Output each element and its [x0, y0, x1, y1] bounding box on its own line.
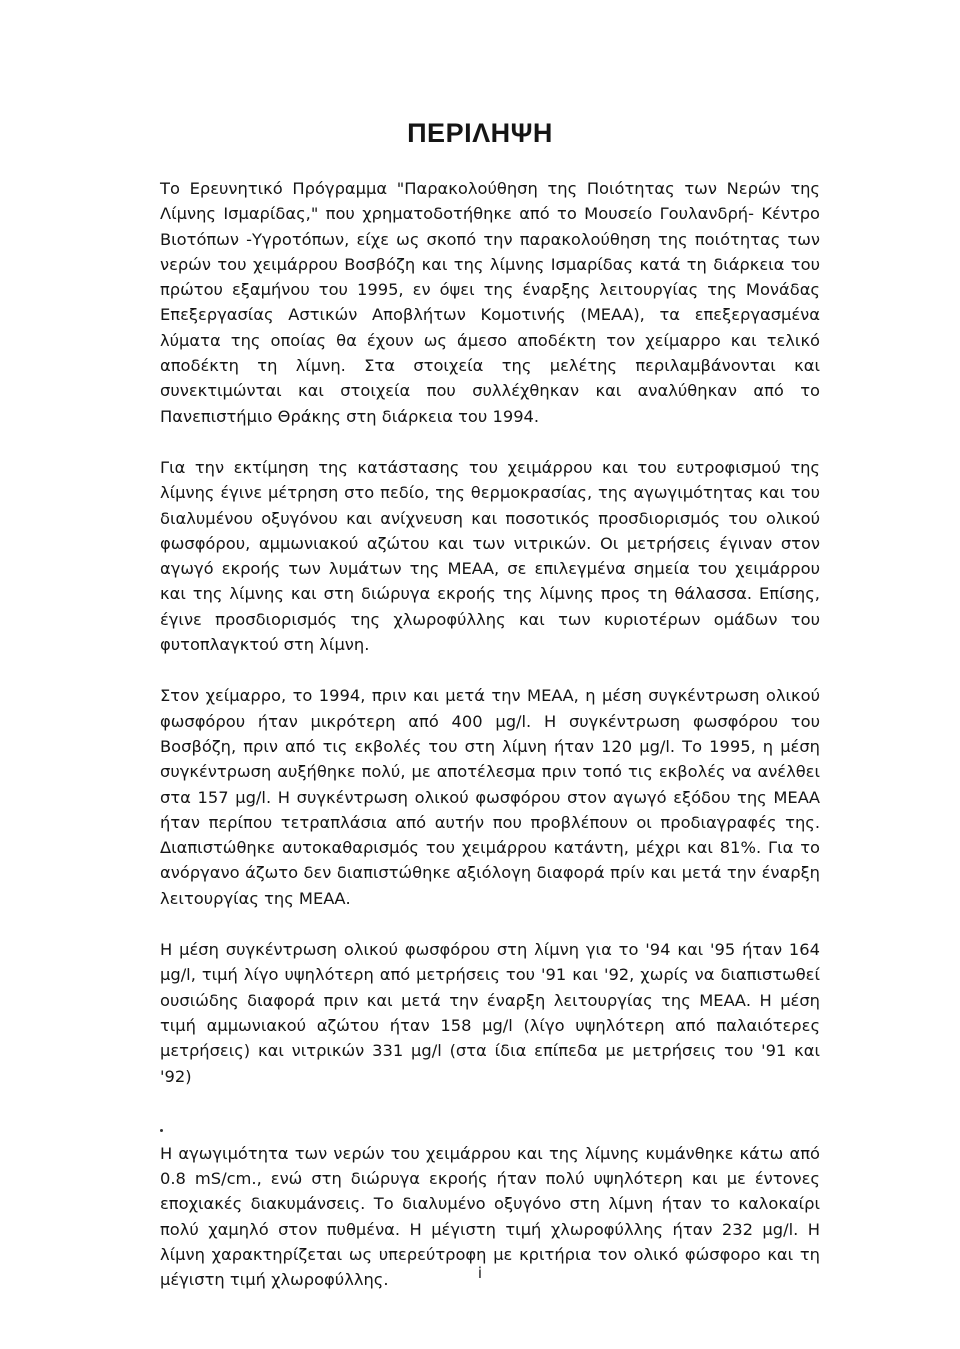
summary-body [160, 176, 820, 1319]
page-number: i [477, 1264, 483, 1282]
stray-mark [160, 1115, 820, 1141]
paragraph-stream-phosphorus: Στον χείμαρρο, το 1994, πριν και μετά την ΜΕΑΑ, η μέση συγκέντρωση ολικού φωσφόρου ήταν μικρότερη από 400 μg/l. Η συγκέντρωση φωσφόρου του Βοσβόζη, πριν από τις εκβολές του στη λίμνη ήταν 120 μg/l. Το 1995, η μέση συγκέντρωση αυξήθηκε πολύ, με αποτέλεσμα πριν τοπό τις εκβολές να ανέλθει στα 157 μg/l. Η συγκέντρωση ολικού φωσφόρου στον αγωγό εξόδου της ΜΕΑΑ ήταν περίπου τετραπλάσια από αυτήν που προβλέπουν οι προδιαγραφές της. Διαπιστώθηκε αυτοκαθαρισμός του χειμάρρου κατάντη, μέχρι και 81%. Για το ανόργανο άζωτο δεν διαπιστώθηκε αξιόλογη διαφορά πρίν και μετά την έναρξη λειτουργίας της ΜΕΑΑ. [160, 686, 820, 908]
paragraph-lake-nutrients: Η μέση συγκέντρωση ολικού φωσφόρου στη λίμνη για το '94 και '95 ήταν 164 μg/l, τιμή λίγο υψηλότερη από μετρήσεις του '91 και '92, χωρίς να διαπιστωθεί ουσιώδης διαφορά πριν και μετά την έναρξη λειτουργίας της ΜΕΑΑ. Η μέση τιμή αμμωνιακού αζώτου ήταν 158 μg/l (λίγο υψηλότερη από παλαιότερες μετρήσεις) και νιτρικών 331 μg/l (στα ίδια επίπεδα με μετρήσεις του '91 και '92) [160, 940, 820, 1086]
paragraph-methodology: Για την εκτίμηση της κατάστασης του χειμάρρου και του ευτροφισμού της λίμνης έγινε μέτρηση στο πεδίο, της θερμοκρασίας, της αγωγιμότητας και του διαλυμένου οξυγόνου και ανίχνευση και ποσοτικός προσδιορισμός του ολικού φωσφόρου, αμμωνιακού αζώτου και των νιτρικών. Οι μετρήσεις έγιναν στον αγωγό εκροής των λυμάτων της ΜΕΑΑ, σε επιλεγμένα σημεία του χειμάρρου και της λίμνης και στη διώρυγα εκροής της λίμνης προς τη θάλασσα. Επίσης, έγινε προσδιορισμός της χλωροφύλλης και των κυριοτέρων ομάδων του φυτοπλαγκτού στη λίμνη. [160, 457, 820, 655]
page-title: ΠΕΡΙΛΗΨΗ [407, 118, 553, 148]
paragraph-program-overview: Το Ερευνητικό Πρόγραμμα "Παρακολούθηση της Ποιότητας των Νερών της Λίμνης Ισμαρίδας," που χρηματοδοτήθηκε από το Μουσείο Γουλανδρή- Κέντρο Βιοτόπων -Υγροτόπων, είχε ως σκοπό την παρακολούθηση της ποιότητας των νερών του χειμάρρου Βοσβόζη και της λίμνης Ισμαρίδας κατά τη διάρκεια του πρώτου εξαμήνου του 1995, εν όψει της έναρξης λειτουργίας της Μονάδας Επεξεργασίας Αστικών Αποβλήτων Κομοτινής (ΜΕΑΑ), τα επεξεργασμένα λύματα της οποίας θα έχουν ως άμεσο αποδέκτη τον χείμαρρο και τελικό αποδέκτη τη λίμνη. Στα στοιχεία της μελέτης περιλαμβάνονται και συνεκτιμώνται και στοιχεία που συλλέχθηκαν και αναλύθηκαν από το Πανεπιστήμιο Θράκης στη διάρκεια του 1994. [160, 179, 820, 426]
paragraph-conductivity-chlorophyll: Η αγωγιμότητα των νερών του χειμάρρου και της λίμνης κυμάνθηκε κάτω από 0.8 mS/cm., ενώ στη διώρυγα εκροής ήταν πολύ υψηλότερη και με έντονες εποχιακές διακυμάνσεις. Το διαλυμένο οξυγόνο στη λίμνη ήταν το καλοκαίρι πολύ χαμηλό στον πυθμένα. Η μέγιστη τιμή χλωροφύλλης ήταν 232 μg/l. Η λίμνη χαρακτηρίζεται ως υπερεύτροφη με κριτήρια τον ολικό φώσφορο και τη μέγιστη τιμή χλωροφύλλης. [160, 1143, 820, 1290]
